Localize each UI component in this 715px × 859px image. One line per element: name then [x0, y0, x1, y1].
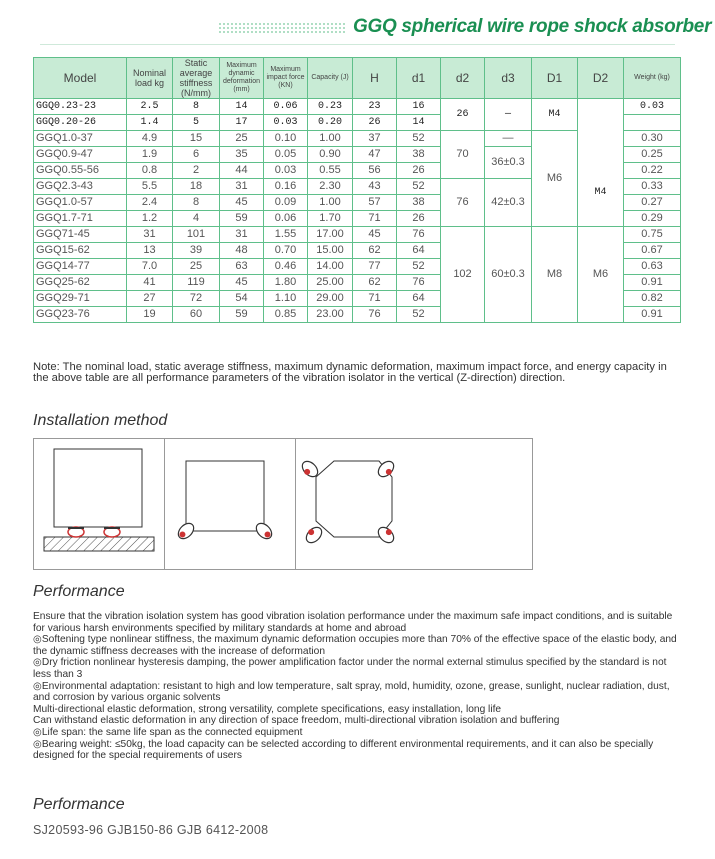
cell-force: 0.46 — [264, 259, 308, 275]
base-mount-drawing — [44, 449, 154, 551]
cell-weight: 0.63 — [624, 259, 681, 275]
cell-capacity: 0.90 — [308, 147, 353, 163]
standards-heading: Performance — [33, 796, 125, 813]
cell-deformation: 25 — [220, 131, 264, 147]
cell-H: 23 — [353, 99, 397, 115]
cell-weight: 0.30 — [624, 131, 681, 147]
cell-d1: 52 — [397, 307, 441, 323]
performance-line: Ensure that the vibration isolation system has good vibration isolation performance under the maximum safe impact conditions, and is suitable for various harsh environments specified by military standards at home and abroad — [33, 611, 673, 634]
cell-force: 0.16 — [264, 179, 308, 195]
cell-capacity: 29.00 — [308, 291, 353, 307]
cell-load: 19 — [127, 307, 173, 323]
cell-H: 37 — [353, 131, 397, 147]
cell-H: 56 — [353, 163, 397, 179]
cell-d1: 26 — [397, 163, 441, 179]
performance-line: ◎Environmental adaptation: resistant to high and low temperature, salt spray, mold, humidity, ozone, grease, sunlight, nuclear radiation, dust, and corrosion by various organic solvents — [33, 680, 670, 704]
header-stiffness: Static average stiffness (N/mm) — [173, 58, 220, 99]
cell-force: 0.06 — [264, 99, 308, 115]
cell-weight: 0.33 — [624, 179, 681, 195]
cell-d1: 38 — [397, 195, 441, 211]
cell-deformation: 45 — [220, 275, 264, 291]
title-dots-decoration — [218, 22, 346, 34]
header-deformation: Maximum dynamic deformation (mm) — [220, 58, 264, 99]
cell-deformation: 31 — [220, 179, 264, 195]
cell-weight: 0.27 — [624, 195, 681, 211]
cell-D1: M6 — [532, 131, 578, 227]
cell-D2: M4 — [594, 187, 607, 198]
cell-d3: — — [485, 131, 532, 147]
cell-deformation: 48 — [220, 243, 264, 259]
header-model: Model — [34, 58, 127, 99]
cell-deformation: 59 — [220, 307, 264, 323]
cell-force: 1.55 — [264, 227, 308, 243]
absorber-icon — [104, 527, 120, 537]
cell-load: 31 — [127, 227, 173, 243]
cell-load: 2.4 — [127, 195, 173, 211]
cell-weight: 0.25 — [624, 147, 681, 163]
cell-d3: 42±0.3 — [485, 179, 532, 227]
cell-stiffness: 119 — [173, 275, 220, 291]
cell-model: GGQ0.20-26 — [34, 115, 127, 131]
cell-d1: 52 — [397, 179, 441, 195]
header-d3: d3 — [485, 58, 532, 99]
cell-model: GGQ0.23-23 — [34, 99, 127, 115]
performance-line: ◎Life span: the same life span as the connected equipment — [33, 726, 303, 738]
cell-D1: M8 — [532, 227, 578, 323]
cell-load: 5.5 — [127, 179, 173, 195]
cell-d1: 14 — [397, 115, 441, 131]
cell-load: 13 — [127, 243, 173, 259]
cell-force: 0.03 — [264, 115, 308, 131]
cell-capacity: 1.70 — [308, 211, 353, 227]
cell-weight: 0.75 — [624, 227, 681, 243]
performance-list — [33, 611, 683, 762]
cell-force: 0.03 — [264, 163, 308, 179]
spec-table — [33, 57, 681, 323]
cell-H: 62 — [353, 243, 397, 259]
cell-capacity: 23.00 — [308, 307, 353, 323]
cell-weight: 0.03 — [624, 99, 681, 115]
cell-d1: 16 — [397, 99, 441, 115]
cell-deformation: 54 — [220, 291, 264, 307]
performance-line: ◎Dry friction nonlinear hysteresis damping, the power amplification factor under the normal external stimulus specified by the standard is not less than 3 — [33, 657, 667, 680]
cell-force: 0.10 — [264, 131, 308, 147]
cell-weight — [624, 115, 681, 131]
cell-H: 45 — [353, 227, 397, 243]
performance-line: ◎Softening type nonlinear stiffness, the maximum dynamic deformation occupies more than 70% of the effective space of the elastic body, and the dynamic stiffness decreases with the increase of deformation — [33, 634, 677, 657]
performance-line: ◎Bearing weight: ≤50kg, the load capacity can be selected according to different environmental requirements, and it can also be specially designed for the special requirements of users — [33, 738, 654, 762]
absorber-icon — [68, 527, 84, 537]
cell-stiffness: 60 — [173, 307, 220, 323]
corner-mount-drawing — [175, 461, 274, 542]
cell-d1: 64 — [397, 243, 441, 259]
cell-d1: 38 — [397, 147, 441, 163]
cell-D1: M4 — [532, 99, 578, 131]
cell-model: GGQ23-76 — [34, 307, 127, 323]
cell-force: 0.70 — [264, 243, 308, 259]
cell-stiffness: 25 — [173, 259, 220, 275]
cell-weight: 0.67 — [624, 243, 681, 259]
cell-weight: 0.91 — [624, 275, 681, 291]
title-bar — [0, 14, 715, 48]
cell-stiffness: 15 — [173, 131, 220, 147]
cell-force: 0.06 — [264, 211, 308, 227]
cell-d2: 76 — [441, 179, 485, 227]
cell-D2-group — [578, 99, 624, 227]
cell-d2: 26 — [441, 99, 485, 131]
cell-model: GGQ29-71 — [34, 291, 127, 307]
cell-stiffness: 2 — [173, 163, 220, 179]
cell-deformation: 14 — [220, 99, 264, 115]
header-D1: D1 — [532, 58, 578, 99]
cell-model: GGQ1.0-37 — [34, 131, 127, 147]
title-underline — [40, 44, 675, 45]
performance-line: Can withstand elastic deformation in any direction of space freedom, multi-directional vibration isolation and buffering — [33, 715, 560, 727]
cell-capacity: 1.00 — [308, 131, 353, 147]
cell-stiffness: 101 — [173, 227, 220, 243]
cell-d2: 70 — [441, 131, 485, 179]
cell-capacity: 1.00 — [308, 195, 353, 211]
cell-capacity: 2.30 — [308, 179, 353, 195]
cell-H: 47 — [353, 147, 397, 163]
cell-d1: 26 — [397, 211, 441, 227]
cell-load: 7.0 — [127, 259, 173, 275]
performance-heading: Performance — [33, 583, 125, 600]
absorber-icon — [303, 524, 325, 546]
cell-model: GGQ15-62 — [34, 243, 127, 259]
header-D2: D2 — [578, 58, 624, 99]
cell-H: 43 — [353, 179, 397, 195]
cell-model: GGQ0.55-56 — [34, 163, 127, 179]
cell-weight: 0.82 — [624, 291, 681, 307]
cell-force: 0.09 — [264, 195, 308, 211]
cell-model: GGQ0.9-47 — [34, 147, 127, 163]
cell-load: 2.5 — [127, 99, 173, 115]
header-weight: Weight (kg) — [624, 58, 681, 99]
cell-d1: 52 — [397, 259, 441, 275]
cell-deformation: 31 — [220, 227, 264, 243]
header-load: Nominal load kg — [127, 58, 173, 99]
cell-H: 77 — [353, 259, 397, 275]
cell-deformation: 35 — [220, 147, 264, 163]
cell-stiffness: 18 — [173, 179, 220, 195]
cell-d3: — — [485, 99, 532, 131]
cell-deformation: 45 — [220, 195, 264, 211]
cell-d1: 64 — [397, 291, 441, 307]
installation-heading: Installation method — [33, 412, 168, 429]
cell-stiffness: 8 — [173, 99, 220, 115]
cell-capacity: 17.00 — [308, 227, 353, 243]
cell-stiffness: 72 — [173, 291, 220, 307]
table-note: Note: The nominal load, static average stiffness, maximum dynamic deformation, maximum impact force, and energy capacity in the above table are all performance parameters of the vibration isolator in the vertical (Z-direction) direction. — [33, 361, 667, 384]
cell-weight: 0.91 — [624, 307, 681, 323]
header-d1: d1 — [397, 58, 441, 99]
cell-force: 0.85 — [264, 307, 308, 323]
cell-stiffness: 5 — [173, 115, 220, 131]
installation-diagram — [33, 438, 533, 570]
cell-load: 0.8 — [127, 163, 173, 179]
cell-H: 76 — [353, 307, 397, 323]
cell-d1: 76 — [397, 275, 441, 291]
cell-weight: 0.22 — [624, 163, 681, 179]
cell-stiffness: 8 — [173, 195, 220, 211]
cell-D2: M6 — [578, 227, 624, 323]
cell-load: 1.4 — [127, 115, 173, 131]
page-title: GGQ spherical wire rope shock absorber — [353, 16, 712, 37]
cell-deformation: 17 — [220, 115, 264, 131]
cell-stiffness: 6 — [173, 147, 220, 163]
cell-d3: 60±0.3 — [485, 227, 532, 323]
cell-capacity: 0.20 — [308, 115, 353, 131]
header-H: H — [353, 58, 397, 99]
table-header-row — [34, 58, 681, 99]
table-row — [34, 99, 681, 115]
cell-weight: 0.29 — [624, 211, 681, 227]
header-impact-force: Maximum impact force (KN) — [264, 58, 308, 99]
cell-capacity: 14.00 — [308, 259, 353, 275]
cell-capacity: 25.00 — [308, 275, 353, 291]
header-capacity: Capacity (J) — [308, 58, 353, 99]
cell-deformation: 59 — [220, 211, 264, 227]
cell-capacity: 0.23 — [308, 99, 353, 115]
cell-H: 26 — [353, 115, 397, 131]
cell-stiffness: 4 — [173, 211, 220, 227]
cell-load: 1.2 — [127, 211, 173, 227]
cell-model: GGQ1.7-71 — [34, 211, 127, 227]
cell-load: 4.9 — [127, 131, 173, 147]
cell-deformation: 44 — [220, 163, 264, 179]
cell-H: 62 — [353, 275, 397, 291]
cell-H: 71 — [353, 291, 397, 307]
cell-d2: 102 — [441, 227, 485, 323]
header-d2: d2 — [441, 58, 485, 99]
installation-drawings — [34, 439, 534, 569]
cell-capacity: 15.00 — [308, 243, 353, 259]
cell-d1: 52 — [397, 131, 441, 147]
cell-load: 1.9 — [127, 147, 173, 163]
cell-force: 1.80 — [264, 275, 308, 291]
cell-force: 0.05 — [264, 147, 308, 163]
cell-load: 41 — [127, 275, 173, 291]
table-row — [34, 227, 681, 243]
cell-model: GGQ71-45 — [34, 227, 127, 243]
four-corner-mount-drawing — [299, 458, 398, 545]
cell-capacity: 0.55 — [308, 163, 353, 179]
cell-model: GGQ1.0-57 — [34, 195, 127, 211]
cell-model: GGQ2.3-43 — [34, 179, 127, 195]
cell-d3: 36±0.3 — [485, 147, 532, 179]
cell-force: 1.10 — [264, 291, 308, 307]
cell-H: 57 — [353, 195, 397, 211]
cell-d1: 76 — [397, 227, 441, 243]
cell-model: GGQ14-77 — [34, 259, 127, 275]
standards-list: SJ20593-96 GJB150-86 GJB 6412-2008 — [33, 823, 269, 837]
cell-H: 71 — [353, 211, 397, 227]
cell-stiffness: 39 — [173, 243, 220, 259]
performance-line: Multi-directional elastic deformation, strong versatility, complete specifications, easy installation, long life — [33, 703, 502, 715]
cell-load: 27 — [127, 291, 173, 307]
cell-model: GGQ25-62 — [34, 275, 127, 291]
cell-deformation: 63 — [220, 259, 264, 275]
